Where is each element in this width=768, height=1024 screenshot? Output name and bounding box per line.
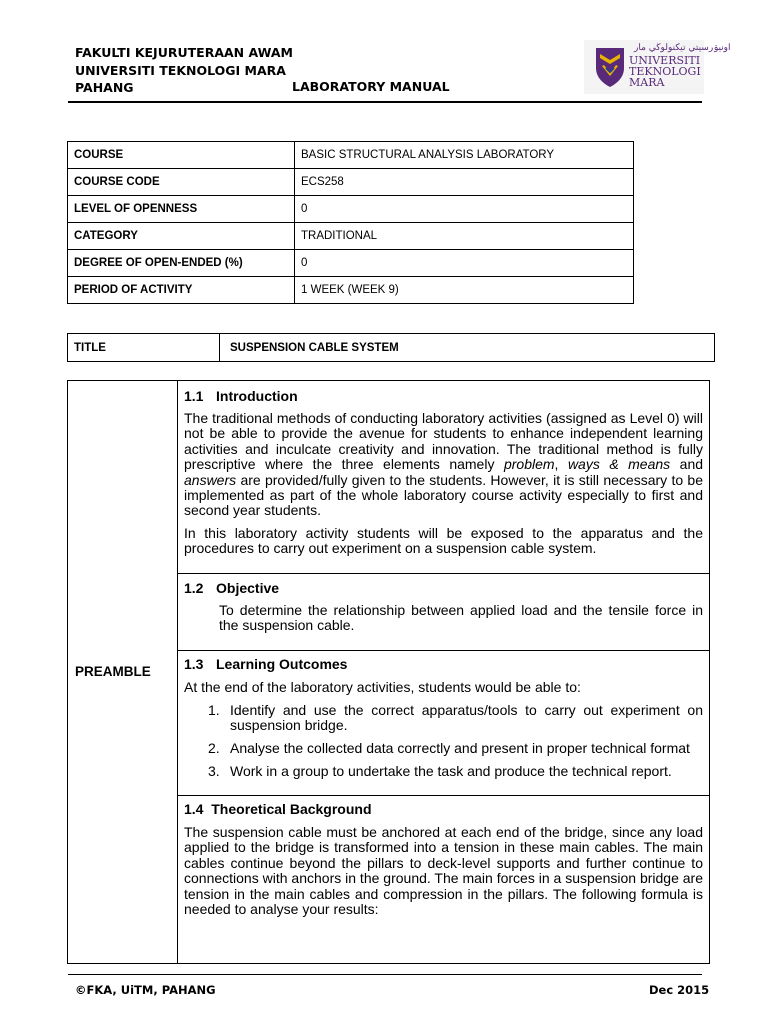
list-text: Work in a group to undertake the task and produce the technical report. [230,763,672,779]
preamble-box [67,380,710,964]
university-name: UNIVERSITI TEKNOLOGI MARA [75,62,286,78]
section-number: 1.1 [184,388,204,404]
intro-term-answers: answers [184,471,237,488]
section-number: 1.4 [184,801,204,817]
section-title: Introduction [216,388,298,404]
intro-text-b: are provided/fully given to the students. However, it is still necessary to be implemented as part of the whole laboratory course activity especially to first and second year students. [184,471,703,519]
uitm-logo [584,40,731,94]
intro-term-problem: problem [503,456,555,473]
intro-paragraph-1 [184,411,703,519]
logo-line-1: UNIVERSITI [629,54,701,67]
footer-rule [68,974,702,975]
intro-text-a: The traditional methods of conducting laboratory activities (assigned as Level 0) will not be able to provide the avenue for students to enhance independent learning activities and inculcate creativity and innovation. The traditional method is fully prescriptive where the three elements namely [184,410,703,473]
column-divider [177,381,178,963]
title-table [67,333,715,362]
section-title: Learning Outcomes [216,656,348,672]
intro-paragraph-2: In this laboratory activity students will be exposed to the apparatus and the procedures to carry out experiment on a suspension cable system. [184,525,703,557]
list-item [208,741,703,756]
intro-term-ways-means: ways & means [567,456,671,473]
preamble-label: PREAMBLE [75,664,151,679]
row-value: 0 [295,250,634,277]
row-key: PERIOD OF ACTIVITY [68,277,295,304]
section-heading-learning-outcomes [184,656,347,672]
row-key: LEVEL OF OPENNESS [68,196,295,223]
table-row [68,223,634,250]
logo-line-3: MARA [629,76,665,89]
row-value: ECS258 [295,169,634,196]
intro-comma: , [554,456,568,473]
section-heading-objective [184,580,279,596]
table-row [68,250,634,277]
theory-text: The suspension cable must be anchored at each end of the bridge, since any load applied to the bridge is transformed into a tension in these main cables. The main cables continue beyond the pillars to deck-level supports and further continue to connections with anchors in the ground. The main forces in a suspension bridge are tension in the main cables and compression in the pillars. The following formula is needed to analyse your results: [184,824,703,918]
list-text: Identify and use the correct apparatus/tools to carry out experiment on suspension bridge. [230,702,703,734]
table-row [68,196,634,223]
section-heading-introduction [184,388,298,404]
title-value: SUSPENSION CABLE SYSTEM [220,334,715,362]
list-text: Analyse the collected data correctly and present in proper technical format [230,740,690,756]
list-number: 2. [208,740,220,756]
list-number: 1. [208,702,220,718]
logo-jawi-text: اونيۏرسيتي تيكنولوڬي مار [634,43,731,53]
footer-date: Dec 2015 [649,983,710,997]
outcomes-lead: At the end of the laboratory activities, students would be able to: [184,679,581,695]
row-key: COURSE [68,142,295,169]
section-heading-theoretical-background [184,801,372,817]
section-title: Objective [216,580,280,596]
row-value: 0 [295,196,634,223]
row-key: COURSE CODE [68,169,295,196]
campus-name: PAHANG [75,80,134,95]
header-rule [68,101,702,103]
list-number: 3. [208,763,220,779]
section-number: 1.2 [184,580,204,596]
objective-text: To determine the relationship between applied load and the tensile force in the suspension cable. [219,602,703,634]
row-value: TRADITIONAL [295,223,634,250]
faculty-header [75,44,293,97]
course-info-table [67,141,634,304]
title-key: TITLE [68,334,220,362]
table-row [68,142,634,169]
list-item [208,703,703,734]
row-value: 1 WEEK (WEEK 9) [295,277,634,304]
crest-icon [594,46,626,88]
table-row [68,334,715,362]
table-row [68,277,634,304]
table-row [68,169,634,196]
section-divider [178,573,709,574]
section-title: Theoretical Background [211,801,372,817]
section-number: 1.3 [184,656,204,672]
list-item [208,764,703,779]
row-key: DEGREE OF OPEN-ENDED (%) [68,250,295,277]
intro-and: and [670,456,704,473]
row-value: BASIC STRUCTURAL ANALYSIS LABORATORY [295,142,634,169]
manual-title: LABORATORY MANUAL [292,79,450,94]
row-key: CATEGORY [68,223,295,250]
section-divider [178,650,709,651]
footer-copyright: ©FKA, UiTM, PAHANG [75,983,216,997]
section-divider [178,795,709,796]
logo-line-2: TEKNOLOGI [629,65,701,78]
faculty-name: FAKULTI KEJURUTERAAN AWAM [75,45,293,60]
